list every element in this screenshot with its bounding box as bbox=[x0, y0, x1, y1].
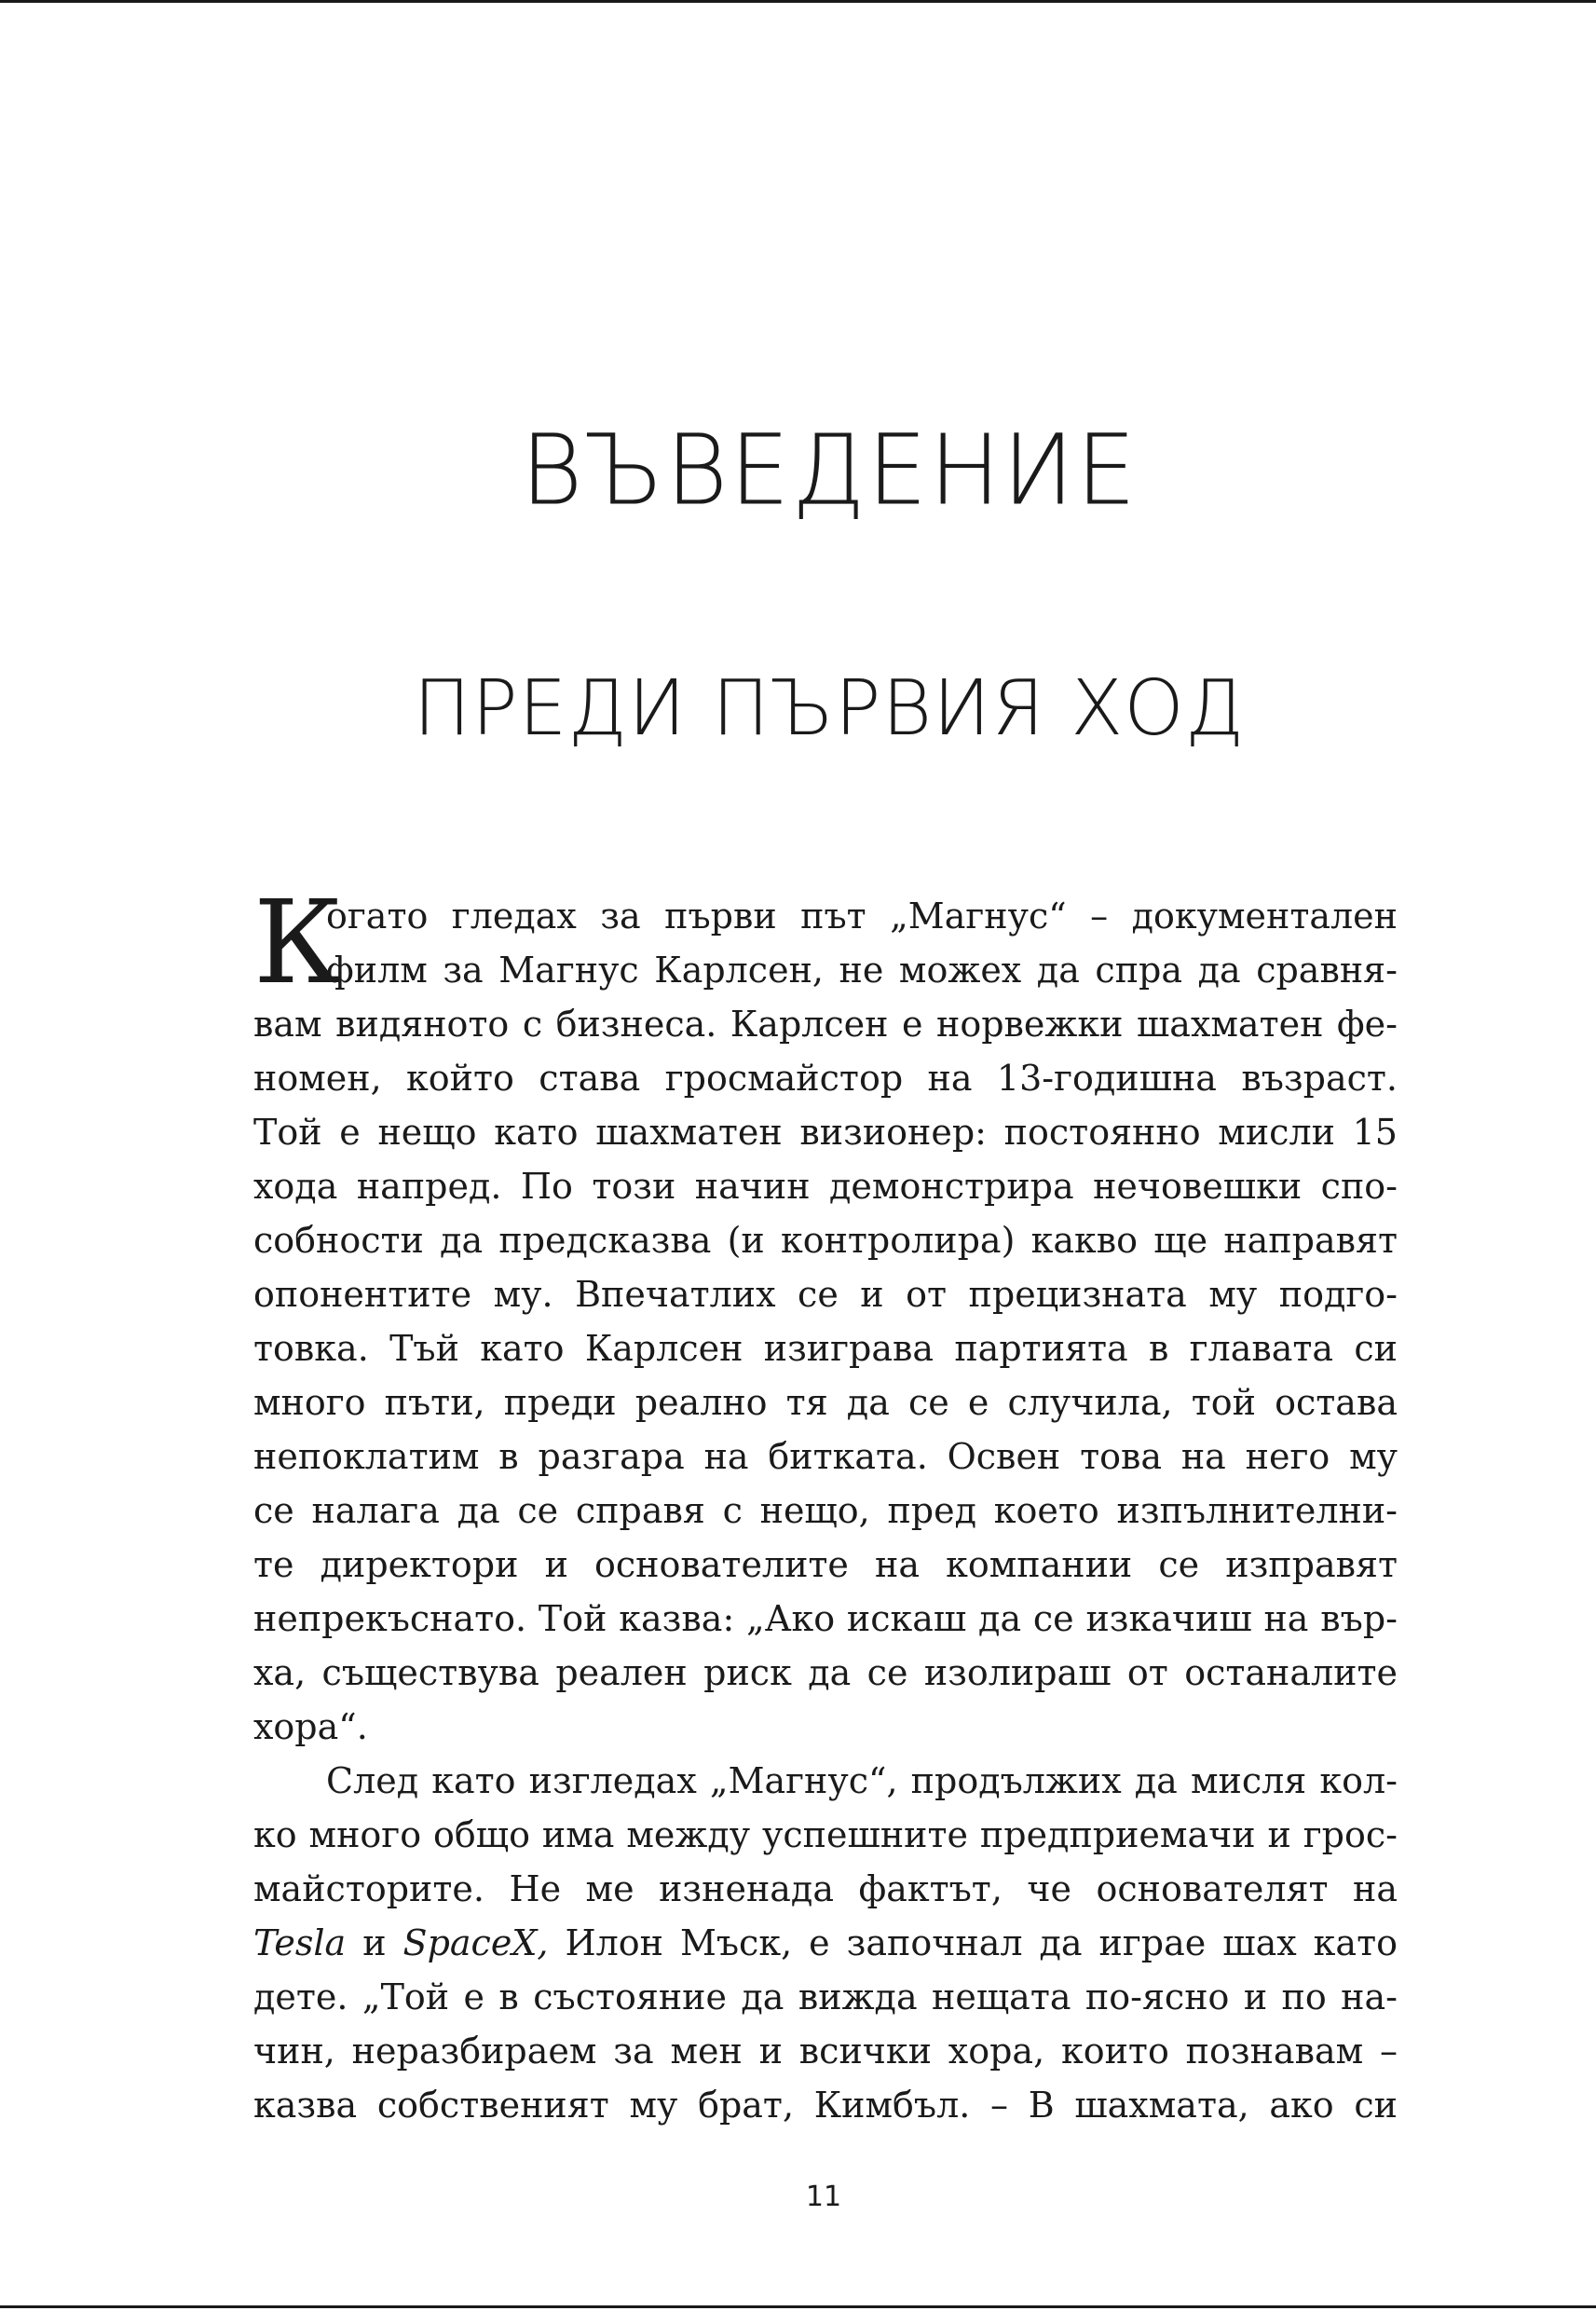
text-fragment: и bbox=[346, 1922, 403, 1963]
body-text bbox=[253, 876, 1398, 2132]
text-line: хода напред. По този начин демонстрира нечовешки спо- bbox=[253, 1166, 1398, 1207]
text-line: ко много общо има между успешните предприемачи и грос- bbox=[253, 1814, 1398, 1855]
text-line: опонентите му. Впечатлих се и от прецизната му подго- bbox=[253, 1274, 1398, 1315]
italic-term: SpaceX, bbox=[402, 1922, 549, 1963]
text-line: След като изгледах „Магнус“, продължих да мисля кол- bbox=[326, 1760, 1398, 1801]
drop-cap: К bbox=[253, 876, 343, 1010]
text-line: Той е нещо като шахматен визионер: постоянно мисли 15 bbox=[253, 1112, 1398, 1153]
text-line bbox=[253, 1916, 1398, 1970]
text-line: вам видяното с бизнеса. Карлсен е норвежки шахматен фе- bbox=[253, 1004, 1398, 1045]
text-line: майсторите. Не ме изненада фактът, че основателят на bbox=[253, 1868, 1398, 1909]
text-line: те директори и основателите на компании се изправят bbox=[253, 1544, 1398, 1585]
page-number: 11 bbox=[805, 2181, 842, 2213]
text-line: товка. Тъй като Карлсен изиграва партията в главата си bbox=[253, 1328, 1398, 1369]
text-line: се налага да се справя с нещо, пред което изпълнителни- bbox=[253, 1490, 1398, 1531]
text-line: много пъти, преди реално тя да се е случила, той остава bbox=[253, 1382, 1398, 1423]
text-line: филм за Магнус Карлсен, не можех да спра да сравня- bbox=[326, 950, 1398, 991]
text-line: собности да предсказва (и контролира) какво ще направят bbox=[253, 1220, 1398, 1261]
page-bottom-border bbox=[0, 2305, 1596, 2308]
chapter-title: ПРЕДИ ПЪРВИЯ ХОД bbox=[413, 664, 1246, 753]
text-line: чин, неразбираем за мен и всички хора, които познавам – bbox=[253, 2031, 1398, 2072]
text-fragment: Илон Мъск, е започнал да играе шах като bbox=[548, 1922, 1398, 1963]
italic-term: Tesla bbox=[253, 1922, 347, 1963]
page-top-border bbox=[0, 0, 1596, 3]
text-line: номен, който става гросмайстор на 13-годишна възраст. bbox=[253, 1058, 1398, 1099]
text-line: непоклатим в разгара на битката. Освен това на него му bbox=[253, 1436, 1398, 1477]
text-line: огато гледах за първи път „Магнус“ – документален bbox=[326, 896, 1398, 937]
chapter-label: ВЪВЕДЕНИЕ bbox=[520, 414, 1139, 528]
text-line: дете. „Той е в състояние да вижда нещата по-ясно и по на- bbox=[253, 1976, 1398, 2017]
text-line: хора“. bbox=[253, 1706, 368, 1747]
text-line: ха, съществува реален риск да се изолираш от останалите bbox=[253, 1652, 1398, 1693]
text-line: казва собственият му брат, Кимбъл. – В шахмата, ако си bbox=[253, 2085, 1398, 2126]
text-line: непрекъснато. Той казва: „Ако искаш да се изкачиш на въp- bbox=[253, 1598, 1398, 1639]
